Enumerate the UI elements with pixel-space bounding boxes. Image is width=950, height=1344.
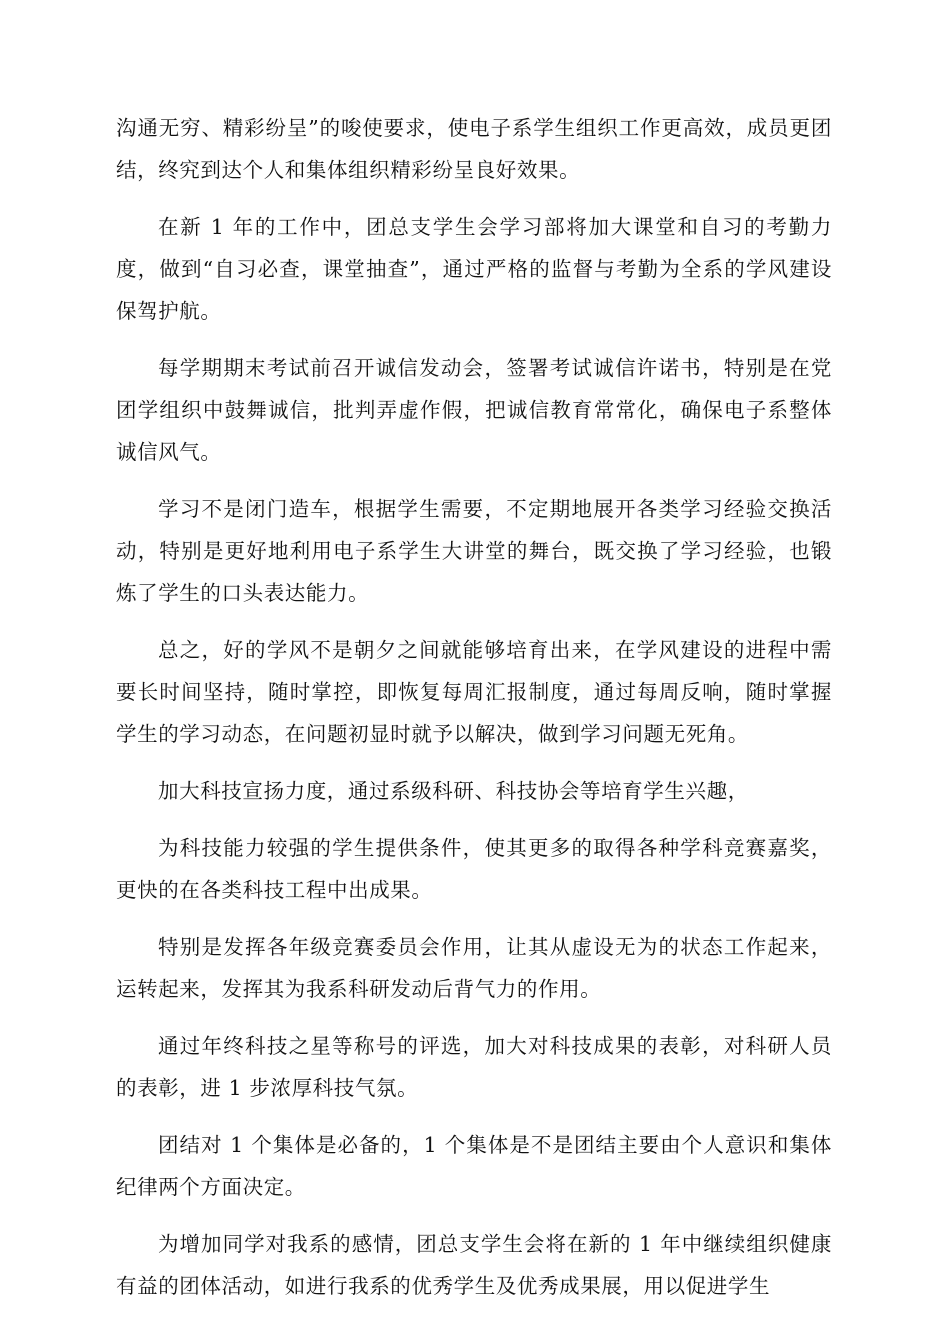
paragraph-2: 在新 1 年的工作中，团总支学生会学习部将加大课堂和自习的考勤力度，做到“自习必查，课堂抽查”，通过严格的监督与考勤为全系的学风建设保驾护航。 [116,215,832,323]
paragraph-7: 为科技能力较强的学生提供条件，使其更多的取得各种学科竞赛嘉奖，更快的在各类科技工程中出成果。 [116,836,832,902]
paragraph-11: 为增加同学对我系的感情，团总支学生会将在新的 1 年中继续组织健康有益的团体活动，如进行我系的优秀学生及优秀成果展，用以促进学生 [116,1232,832,1298]
paragraph-9: 通过年终科技之星等称号的评选，加大对科技成果的表彰，对科研人员的表彰，进 1 步浓厚科技气氛。 [116,1034,832,1100]
paragraph-5: 总之，好的学风不是朝夕之间就能够培育出来，在学风建设的进程中需要长时间坚持，随时掌控，即恢复每周汇报制度，通过每周反响，随时掌握学生的学习动态，在问题初显时就予以解决，做到学习问题无死角。 [116,638,832,746]
paragraph-6: 加大科技宣扬力度，通过系级科研、科技协会等培育学生兴趣， [158,779,749,803]
paragraph-3: 每学期期末考试前召开诚信发动会，签署考试诚信许诺书，特别是在党团学组织中鼓舞诚信，批判弄虚作假，把诚信教育常常化，确保电子系整体诚信风气。 [116,356,832,464]
paragraph-10: 团结对 1 个集体是必备的，1 个集体是不是团结主要由个人意识和集体纪律两个方面决定。 [116,1133,832,1199]
paragraph-1: 沟通无穷、精彩纷呈”的唆使要求，使电子系学生组织工作更高效，成员更团结，终究到达个人和集体组织精彩纷呈良好效果。 [116,116,832,182]
paragraph-8: 特别是发挥各年级竞赛委员会作用，让其从虚设无为的状态工作起来，运转起来，发挥其为我系科研发动后背气力的作用。 [116,935,832,1001]
paragraph-4: 学习不是闭门造车，根据学生需要，不定期地展开各类学习经验交换活动，特别是更好地利用电子系学生大讲堂的舞台，既交换了学习经验，也锻炼了学生的口头表达能力。 [116,497,832,605]
document-body [116,107,832,1322]
